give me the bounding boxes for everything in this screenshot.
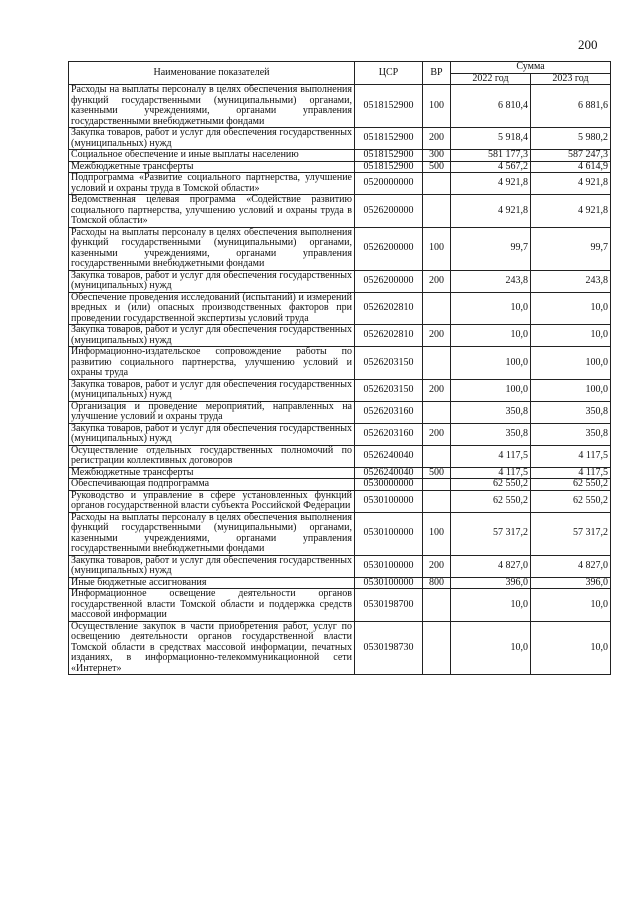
row-name-cell: Ведомственная целевая программа «Содействие развитию социального партнерства, улучшению условий и охраны труда в Томской области» bbox=[69, 195, 355, 228]
header-year-2022: 2022 год bbox=[451, 73, 531, 85]
table-header bbox=[69, 62, 611, 85]
row-name-cell: Организация и проведение мероприятий, направленных на улучшение условий и охраны труда bbox=[69, 401, 355, 423]
row-name-cell: Расходы на выплаты персоналу в целях обеспечения выполнения функций государственными (муниципальными) органами, казенными учреждениями, органами управления государственными внебюджетными фондами bbox=[69, 85, 355, 128]
table-row bbox=[69, 467, 611, 479]
row-name-cell: Закупка товаров, работ и услуг для обеспечения государственных (муниципальных) нужд bbox=[69, 423, 355, 445]
row-vr-cell bbox=[423, 589, 451, 622]
row-name-cell: Осуществление закупок в части приобретения работ, услуг по освещению деятельности органов государственной власти Томской области в средствах массовой информации, печатных изданиях, в информационно-телекоммуникационной сети «Интернет» bbox=[69, 621, 355, 675]
row-name-cell: Закупка товаров, работ и услуг для обеспечения государственных (муниципальных) нужд bbox=[69, 379, 355, 401]
row-sum-2023-cell: 62 550,2 bbox=[531, 490, 611, 512]
row-vr-cell: 800 bbox=[423, 577, 451, 589]
row-vr-cell: 100 bbox=[423, 85, 451, 128]
row-vr-cell bbox=[423, 347, 451, 380]
row-vr-cell bbox=[423, 195, 451, 228]
row-sum-2022-cell: 57 317,2 bbox=[451, 512, 531, 555]
row-vr-cell bbox=[423, 479, 451, 491]
row-sum-2023-cell: 100,0 bbox=[531, 379, 611, 401]
row-vr-cell: 200 bbox=[423, 325, 451, 347]
table-row bbox=[69, 555, 611, 577]
table-row bbox=[69, 325, 611, 347]
row-sum-2023-cell: 57 317,2 bbox=[531, 512, 611, 555]
table-row bbox=[69, 227, 611, 270]
header-csr: ЦСР bbox=[355, 62, 423, 85]
row-sum-2022-cell: 350,8 bbox=[451, 401, 531, 423]
table-row bbox=[69, 479, 611, 491]
row-sum-2022-cell: 62 550,2 bbox=[451, 490, 531, 512]
row-vr-cell: 200 bbox=[423, 270, 451, 292]
row-csr-cell: 0526240040 bbox=[355, 445, 423, 467]
row-vr-cell: 500 bbox=[423, 161, 451, 173]
row-sum-2022-cell: 100,0 bbox=[451, 347, 531, 380]
row-sum-2022-cell: 4 827,0 bbox=[451, 555, 531, 577]
row-csr-cell: 0526200000 bbox=[355, 270, 423, 292]
row-sum-2023-cell: 587 247,3 bbox=[531, 150, 611, 162]
row-csr-cell: 0530100000 bbox=[355, 490, 423, 512]
row-name-cell: Иные бюджетные ассигнования bbox=[69, 577, 355, 589]
row-csr-cell: 0530100000 bbox=[355, 512, 423, 555]
row-name-cell: Закупка товаров, работ и услуг для обеспечения государственных (муниципальных) нужд bbox=[69, 555, 355, 577]
row-csr-cell: 0526203160 bbox=[355, 423, 423, 445]
row-name-cell: Информационное освещение деятельности органов государственной власти Томской области и поддержка средств массовой информации bbox=[69, 589, 355, 622]
budget-table bbox=[68, 61, 611, 675]
header-sum: Сумма bbox=[451, 62, 611, 74]
row-vr-cell bbox=[423, 445, 451, 467]
table-row bbox=[69, 150, 611, 162]
row-sum-2022-cell: 243,8 bbox=[451, 270, 531, 292]
row-sum-2022-cell: 350,8 bbox=[451, 423, 531, 445]
row-sum-2023-cell: 10,0 bbox=[531, 589, 611, 622]
table-row bbox=[69, 195, 611, 228]
table-row bbox=[69, 490, 611, 512]
row-vr-cell bbox=[423, 490, 451, 512]
row-csr-cell: 0518152900 bbox=[355, 150, 423, 162]
row-sum-2023-cell: 4 117,5 bbox=[531, 445, 611, 467]
row-vr-cell: 300 bbox=[423, 150, 451, 162]
row-vr-cell: 100 bbox=[423, 227, 451, 270]
row-sum-2023-cell: 350,8 bbox=[531, 423, 611, 445]
row-sum-2022-cell: 10,0 bbox=[451, 589, 531, 622]
row-name-cell: Закупка товаров, работ и услуг для обеспечения государственных (муниципальных) нужд bbox=[69, 325, 355, 347]
row-vr-cell: 100 bbox=[423, 512, 451, 555]
row-sum-2022-cell: 10,0 bbox=[451, 621, 531, 675]
row-sum-2023-cell: 350,8 bbox=[531, 401, 611, 423]
row-csr-cell: 0530198730 bbox=[355, 621, 423, 675]
row-name-cell: Закупка товаров, работ и услуг для обеспечения государственных (муниципальных) нужд bbox=[69, 128, 355, 150]
table-row bbox=[69, 173, 611, 195]
row-sum-2022-cell: 10,0 bbox=[451, 292, 531, 325]
table-row bbox=[69, 85, 611, 128]
row-csr-cell: 0526200000 bbox=[355, 227, 423, 270]
row-sum-2022-cell: 4 921,8 bbox=[451, 195, 531, 228]
row-csr-cell: 0526200000 bbox=[355, 195, 423, 228]
table-row bbox=[69, 161, 611, 173]
row-csr-cell: 0530100000 bbox=[355, 555, 423, 577]
row-name-cell: Расходы на выплаты персоналу в целях обеспечения выполнения функций государственными (муниципальными) органами, казенными учреждениями, органами управления государственными внебюджетными фондами bbox=[69, 512, 355, 555]
row-vr-cell: 200 bbox=[423, 128, 451, 150]
row-csr-cell: 0526202810 bbox=[355, 325, 423, 347]
row-sum-2022-cell: 396,0 bbox=[451, 577, 531, 589]
row-name-cell: Руководство и управление в сфере установленных функций органов государственной власти субъекта Российской Федерации bbox=[69, 490, 355, 512]
row-vr-cell: 200 bbox=[423, 379, 451, 401]
row-sum-2022-cell: 4 117,5 bbox=[451, 467, 531, 479]
header-vr: ВР bbox=[423, 62, 451, 85]
row-name-cell: Информационно-издательское сопровождение работы по развитию социального партнерства, улучшению условий и охраны труда bbox=[69, 347, 355, 380]
row-csr-cell: 0526240040 bbox=[355, 467, 423, 479]
row-csr-cell: 0526203150 bbox=[355, 379, 423, 401]
table-row bbox=[69, 347, 611, 380]
row-csr-cell: 0530198700 bbox=[355, 589, 423, 622]
row-csr-cell: 0526202810 bbox=[355, 292, 423, 325]
table-row bbox=[69, 589, 611, 622]
row-sum-2023-cell: 10,0 bbox=[531, 325, 611, 347]
row-vr-cell bbox=[423, 173, 451, 195]
row-sum-2023-cell: 243,8 bbox=[531, 270, 611, 292]
row-sum-2023-cell: 4 921,8 bbox=[531, 195, 611, 228]
table-row bbox=[69, 621, 611, 675]
row-vr-cell: 500 bbox=[423, 467, 451, 479]
table-row bbox=[69, 577, 611, 589]
row-sum-2023-cell: 10,0 bbox=[531, 292, 611, 325]
row-sum-2023-cell: 4 117,5 bbox=[531, 467, 611, 479]
row-name-cell: Социальное обеспечение и иные выплаты населению bbox=[69, 150, 355, 162]
table-row bbox=[69, 423, 611, 445]
row-sum-2022-cell: 5 918,4 bbox=[451, 128, 531, 150]
table-row bbox=[69, 401, 611, 423]
row-sum-2023-cell: 6 881,6 bbox=[531, 85, 611, 128]
row-sum-2022-cell: 581 177,3 bbox=[451, 150, 531, 162]
row-sum-2023-cell: 5 980,2 bbox=[531, 128, 611, 150]
row-sum-2023-cell: 4 827,0 bbox=[531, 555, 611, 577]
row-name-cell: Межбюджетные трансферты bbox=[69, 467, 355, 479]
row-name-cell: Обеспечение проведения исследований (испытаний) и измерений вредных и (или) опасных производственных факторов при проведении государственной экспертизы условий труда bbox=[69, 292, 355, 325]
page-number: 200 bbox=[578, 37, 598, 52]
row-sum-2022-cell: 4 117,5 bbox=[451, 445, 531, 467]
row-sum-2023-cell: 99,7 bbox=[531, 227, 611, 270]
row-vr-cell bbox=[423, 401, 451, 423]
table-row bbox=[69, 270, 611, 292]
header-year-2023: 2023 год bbox=[531, 73, 611, 85]
row-sum-2022-cell: 4 921,8 bbox=[451, 173, 531, 195]
row-vr-cell bbox=[423, 292, 451, 325]
row-csr-cell: 0526203160 bbox=[355, 401, 423, 423]
row-sum-2023-cell: 62 550,2 bbox=[531, 479, 611, 491]
row-name-cell: Расходы на выплаты персоналу в целях обеспечения выполнения функций государственными (муниципальными) органами, казенными учреждениями, органами управления государственными внебюджетными фондами bbox=[69, 227, 355, 270]
row-sum-2022-cell: 62 550,2 bbox=[451, 479, 531, 491]
table-row bbox=[69, 292, 611, 325]
row-csr-cell: 0530000000 bbox=[355, 479, 423, 491]
row-csr-cell: 0526203150 bbox=[355, 347, 423, 380]
row-sum-2023-cell: 100,0 bbox=[531, 347, 611, 380]
row-name-cell: Осуществление отдельных государственных полномочий по регистрации коллективных договоров bbox=[69, 445, 355, 467]
row-name-cell: Межбюджетные трансферты bbox=[69, 161, 355, 173]
row-sum-2022-cell: 4 567,2 bbox=[451, 161, 531, 173]
table-body bbox=[69, 85, 611, 675]
row-sum-2023-cell: 396,0 bbox=[531, 577, 611, 589]
table-row bbox=[69, 512, 611, 555]
row-sum-2022-cell: 10,0 bbox=[451, 325, 531, 347]
row-sum-2023-cell: 4 921,8 bbox=[531, 173, 611, 195]
row-sum-2022-cell: 6 810,4 bbox=[451, 85, 531, 128]
row-sum-2022-cell: 99,7 bbox=[451, 227, 531, 270]
row-name-cell: Подпрограмма «Развитие социального партнерства, улучшение условий и охраны труда в Томской области» bbox=[69, 173, 355, 195]
table-row bbox=[69, 445, 611, 467]
row-sum-2023-cell: 4 614,9 bbox=[531, 161, 611, 173]
row-csr-cell: 0518152900 bbox=[355, 128, 423, 150]
row-csr-cell: 0518152900 bbox=[355, 85, 423, 128]
row-vr-cell: 200 bbox=[423, 423, 451, 445]
row-vr-cell: 200 bbox=[423, 555, 451, 577]
table-row bbox=[69, 379, 611, 401]
row-vr-cell bbox=[423, 621, 451, 675]
row-sum-2023-cell: 10,0 bbox=[531, 621, 611, 675]
header-name: Наименование показателей bbox=[69, 62, 355, 85]
row-csr-cell: 0530100000 bbox=[355, 577, 423, 589]
table-row bbox=[69, 128, 611, 150]
row-sum-2022-cell: 100,0 bbox=[451, 379, 531, 401]
row-csr-cell: 0520000000 bbox=[355, 173, 423, 195]
row-name-cell: Обеспечивающая подпрограмма bbox=[69, 479, 355, 491]
row-csr-cell: 0518152900 bbox=[355, 161, 423, 173]
row-name-cell: Закупка товаров, работ и услуг для обеспечения государственных (муниципальных) нужд bbox=[69, 270, 355, 292]
